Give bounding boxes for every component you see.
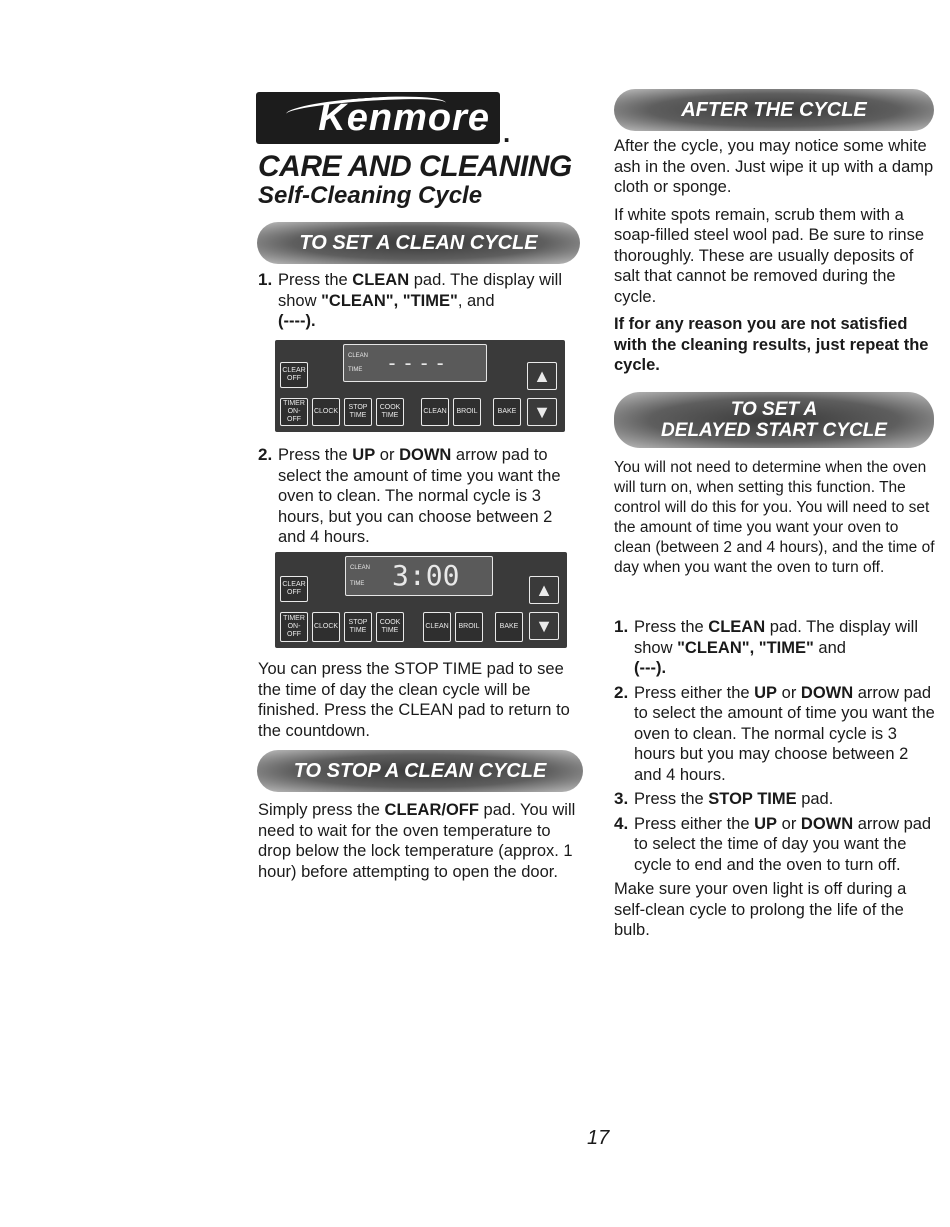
- bake-button[interactable]: BAKE: [493, 398, 521, 426]
- step-text: or: [777, 683, 801, 702]
- clean-button[interactable]: CLEAN: [421, 398, 449, 426]
- step-number: 2.: [258, 445, 273, 464]
- display-readout: ----: [386, 351, 451, 375]
- stop-time-button[interactable]: STOP TIME: [344, 398, 372, 426]
- paragraph-text: Simply press the: [258, 801, 385, 819]
- step-text: Press the: [634, 790, 709, 808]
- indicator-time: TIME: [348, 367, 363, 373]
- bake-button[interactable]: BAKE: [495, 612, 523, 642]
- clean-button[interactable]: CLEAN: [423, 612, 451, 642]
- delayed-steps: [614, 617, 936, 948]
- step-number: 1.: [258, 270, 273, 289]
- delayed-intro: [614, 458, 936, 585]
- clear-off-button[interactable]: CLEAR OFF: [280, 576, 308, 602]
- step-bold: UP: [754, 683, 778, 702]
- step-text: Press either the: [634, 683, 755, 702]
- stop-instructions: [258, 800, 583, 889]
- paragraph: You can press the STOP TIME pad to see the time of day the clean cycle will be finished. Press the CLEAN pad to return to the countdown.: [258, 660, 570, 740]
- step-number: 4.: [614, 813, 629, 833]
- control-panel-countdown-display: [275, 552, 567, 648]
- display-readout: 3:00: [392, 559, 460, 592]
- step-number: 3.: [614, 789, 629, 808]
- broil-button[interactable]: BROIL: [453, 398, 481, 426]
- banner-after-label: AFTER THE CYCLE: [681, 98, 867, 121]
- paragraph: If white spots remain, scrub them with a soap-filled steel wool pad. Be sure to rinse thoroughly. These are usually deposits of salt that cannot be removed during the cycle.: [614, 205, 925, 306]
- step-text: , and: [457, 291, 495, 310]
- step-bold: DOWN: [800, 814, 854, 833]
- step-bold: DOWN: [399, 446, 452, 464]
- step-text: pad. The display will show: [278, 271, 562, 310]
- after-cycle-text: [614, 136, 934, 383]
- step-bold: DOWN: [800, 683, 854, 702]
- banner-set-clean-label: TO SET A CLEAN CYCLE: [299, 231, 538, 254]
- step-text: arrow pad to select the amount of time you want the oven to clean. The normal cycle is 3 hours but you may choose between 2 and 4 hours.: [634, 683, 935, 784]
- banner-stop-clean-cycle: [257, 750, 583, 792]
- indicator-time: TIME: [350, 581, 365, 587]
- step-bold: CLEAN: [708, 618, 766, 636]
- paragraph: Make sure your oven light is off during a self-clean cycle to prolong the life of the bulb.: [614, 880, 907, 939]
- timer-on-off-button[interactable]: TIMER ON-OFF: [280, 612, 308, 642]
- page-number: 17: [587, 1127, 610, 1149]
- banner-set-clean-cycle: [257, 222, 580, 264]
- step-text: arrow pad to select the amount of time you want the oven to clean. The normal cycle is 3 hours, but you can choose between 2 and 4 hours.: [278, 446, 561, 546]
- banner-delayed-line2: DELAYED START CYCLE: [661, 420, 887, 441]
- stop-time-note: [258, 659, 583, 748]
- step-text: Press the: [634, 618, 709, 636]
- step-bold: (---).: [634, 659, 667, 677]
- cook-time-button[interactable]: COOK TIME: [376, 398, 404, 426]
- brand-name: Kenmore: [318, 97, 490, 139]
- up-arrow-button[interactable]: ▲: [527, 362, 557, 390]
- step-bold: (----).: [278, 312, 316, 330]
- banner-stop-clean-label: TO STOP A CLEAN CYCLE: [293, 759, 547, 782]
- step-number: 2.: [614, 682, 629, 702]
- step-text: Press either the: [634, 814, 755, 833]
- step-bold: CLEAN: [352, 271, 410, 289]
- paragraph-bold: CLEAR/OFF: [384, 801, 479, 819]
- step-bold: STOP TIME: [708, 790, 797, 808]
- page-title: CARE AND CLEANING: [258, 150, 572, 183]
- clear-off-button[interactable]: CLEAR OFF: [280, 362, 308, 388]
- step-bold: UP: [352, 446, 376, 464]
- left-step-2: [258, 445, 583, 552]
- logo-dot: .: [503, 118, 511, 148]
- panel-display: [343, 344, 487, 382]
- step-bold: UP: [754, 814, 778, 833]
- up-arrow-button[interactable]: ▲: [529, 576, 559, 604]
- step-text: Press the: [278, 271, 353, 289]
- step-text: or: [375, 446, 400, 464]
- timer-on-off-button[interactable]: TIMER ON-OFF: [280, 398, 308, 426]
- paragraph: You will not need to determine when the oven will turn on, when setting this function. The control will do this for you. You will need to set the amount of time you want your oven to clean (between 2 and 4 hours), and the time of day when you want the oven to turn off.: [614, 459, 935, 576]
- down-arrow-button[interactable]: ▼: [527, 398, 557, 426]
- step-text: and: [813, 638, 846, 657]
- down-arrow-button[interactable]: ▼: [529, 612, 559, 640]
- step-number: 1.: [614, 617, 629, 636]
- step-text: arrow pad to select the time of day you want the cycle to end and the oven to turn off.: [634, 814, 932, 874]
- paragraph-bold: If for any reason you are not satisfied with the cleaning results, just repeat the cycle.: [614, 315, 929, 374]
- step-bold: "CLEAN", "TIME": [321, 291, 458, 310]
- paragraph: After the cycle, you may notice some white ash in the oven. Just wipe it up with a damp cloth or sponge.: [614, 137, 934, 196]
- step-text: Press the: [278, 446, 353, 464]
- banner-after-the-cycle: [614, 89, 934, 131]
- indicator-clean: CLEAN: [348, 353, 369, 359]
- step-text: pad.: [796, 790, 834, 808]
- banner-delayed-start-cycle: [614, 392, 934, 448]
- step-text: or: [777, 814, 801, 833]
- left-step-1: [258, 270, 580, 336]
- banner-delayed-line1: TO SET A: [730, 399, 818, 420]
- kenmore-logo: [256, 92, 500, 144]
- step-text: pad. The display will show: [634, 618, 918, 657]
- page-subtitle: Self-Cleaning Cycle: [258, 182, 483, 209]
- indicator-clean: CLEAN: [350, 565, 371, 571]
- cook-time-button[interactable]: COOK TIME: [376, 612, 404, 642]
- control-panel-clean-display: [275, 340, 565, 432]
- clock-button[interactable]: CLOCK: [312, 398, 340, 426]
- panel-display: [345, 556, 493, 596]
- clock-button[interactable]: CLOCK: [312, 612, 340, 642]
- stop-time-button[interactable]: STOP TIME: [344, 612, 372, 642]
- broil-button[interactable]: BROIL: [455, 612, 483, 642]
- step-bold: "CLEAN", "TIME": [677, 638, 814, 657]
- paragraph-text: pad. You will need to wait for the oven temperature to drop below the lock temperature (approx. 1 hour) before attempting to open the door.: [258, 801, 576, 881]
